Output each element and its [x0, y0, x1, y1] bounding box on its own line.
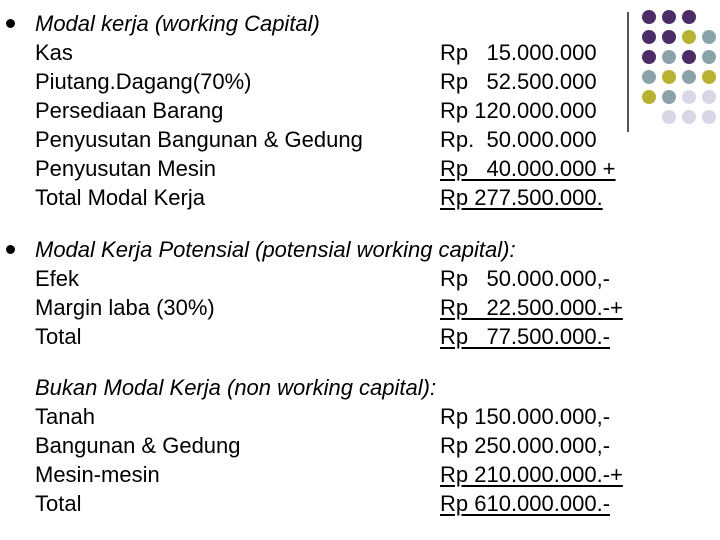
section-heading: Modal kerja (working Capital) — [35, 11, 320, 36]
bullet-icon — [6, 19, 15, 28]
row-amount: Rp 150.000.000,- — [440, 404, 611, 429]
decor-dot — [642, 90, 656, 104]
decor-dot — [682, 90, 696, 104]
row-amount: Rp. 50.000.000 — [440, 127, 597, 152]
row-amount: Rp 50.000.000,- — [440, 266, 611, 291]
total-amount: Rp 277.500.000. — [440, 185, 603, 210]
decor-dot — [702, 90, 716, 104]
row-label: Kas — [35, 40, 73, 65]
decor-dot — [702, 50, 716, 64]
section-heading: Modal Kerja Potensial (potensial working capital): — [35, 237, 516, 262]
bullet-icon — [6, 245, 15, 254]
row-label: Tanah — [35, 404, 95, 429]
section-heading: Bukan Modal Kerja (non working capital): — [35, 375, 437, 400]
vertical-divider — [627, 12, 629, 132]
row-amount: Rp 250.000.000,- — [440, 433, 611, 458]
decor-dot — [662, 30, 676, 44]
row-amount: Rp 22.500.000.-+ — [440, 295, 623, 320]
row-label: Mesin-mesin — [35, 462, 160, 487]
decor-dot — [682, 30, 696, 44]
row-amount: Rp 52.500.000 — [440, 69, 597, 94]
decor-dot — [662, 70, 676, 84]
decor-dot — [662, 110, 676, 124]
row-label: Piutang.Dagang(70%) — [35, 69, 252, 94]
decor-dot — [682, 50, 696, 64]
decor-dot — [642, 30, 656, 44]
decor-dot — [642, 70, 656, 84]
decor-dot — [682, 10, 696, 24]
row-label: Penyusutan Bangunan & Gedung — [35, 127, 363, 152]
decor-dot — [702, 30, 716, 44]
total-amount: Rp 77.500.000.- — [440, 324, 611, 349]
row-amount: Rp 40.000.000 + — [440, 156, 616, 181]
decor-dot — [702, 70, 716, 84]
row-label: Efek — [35, 266, 80, 291]
decor-dot — [682, 110, 696, 124]
row-amount: Rp 15.000.000 — [440, 40, 597, 65]
decor-dot — [662, 90, 676, 104]
row-label: Bangunan & Gedung — [35, 433, 241, 458]
row-amount: Rp 120.000.000 — [440, 98, 597, 123]
total-amount: Rp 610.000.000.- — [440, 491, 611, 516]
decor-dot — [682, 70, 696, 84]
total-label: Total Modal Kerja — [35, 185, 205, 210]
decor-dot — [642, 50, 656, 64]
decor-dot — [662, 10, 676, 24]
decor-dot — [642, 10, 656, 24]
row-amount: Rp 210.000.000.-+ — [440, 462, 623, 487]
decor-dot — [662, 50, 676, 64]
row-label: Persediaan Barang — [35, 98, 224, 123]
decor-dot — [702, 110, 716, 124]
row-label: Margin laba (30%) — [35, 295, 215, 320]
row-label: Penyusutan Mesin — [35, 156, 216, 181]
total-label: Total — [35, 324, 82, 349]
total-label: Total — [35, 491, 82, 516]
